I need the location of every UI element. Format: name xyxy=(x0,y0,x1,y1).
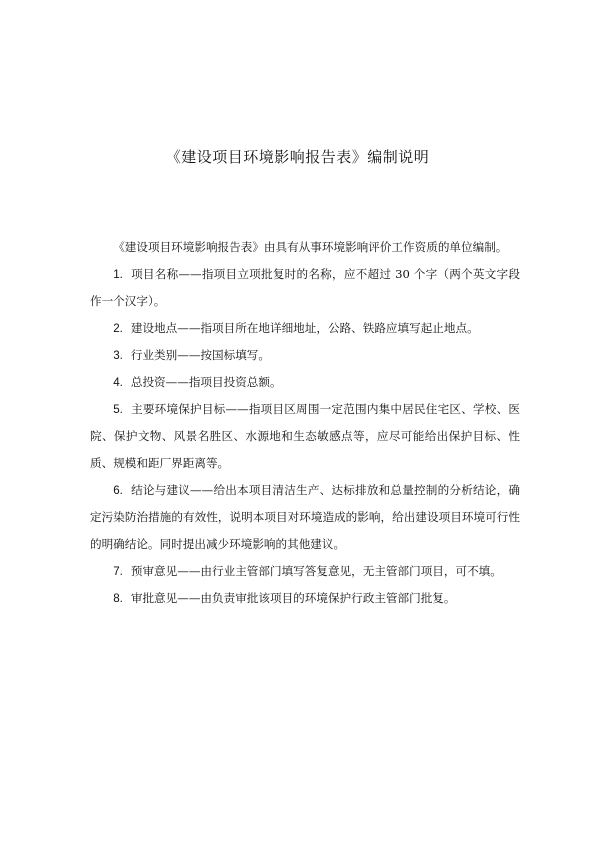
list-item-5 xyxy=(90,396,520,477)
item-number: 7. xyxy=(113,565,123,578)
document-body xyxy=(90,234,520,612)
item-number: 2. xyxy=(113,322,123,335)
item-text: 行业类别——按国标填写。 xyxy=(130,348,270,362)
item-number: 5. xyxy=(113,403,123,416)
list-item-1 xyxy=(90,261,520,315)
intro-paragraph: 《建设项目环境影响报告表》由具有从事环境影响评价工作资质的单位编制。 xyxy=(113,240,508,254)
item-text: 总投资——指项目投资总额。 xyxy=(130,375,282,389)
item-number: 4. xyxy=(113,376,123,389)
list-item-7 xyxy=(90,558,520,585)
item-text: 审批意见——由负责审批该项目的环境保护行政主管部门批复。 xyxy=(130,591,456,605)
list-item-6 xyxy=(90,477,520,558)
item-text: 建设地点——指项目所在地详细地址，公路、铁路应填写起止地点。 xyxy=(130,321,479,335)
document-title: 《建设项目环境影响报告表》编制说明 xyxy=(165,148,430,166)
item-number: 3. xyxy=(113,349,123,362)
list-item-3 xyxy=(90,342,520,369)
item-text: 结论与建议——给出本项目清洁生产、达标排放和总量控制的分析结论，确定污染防治措施的有效性，说明本项目对环境造成的影响，给出建设项目环境可行性的明确结论。同时提出减少环境影响的其他建议。 xyxy=(90,483,520,551)
item-number: 1. xyxy=(113,268,123,281)
item-number: 6. xyxy=(113,484,123,497)
list-item-2 xyxy=(90,315,520,342)
item-text: 主要环境保护目标——指项目区周围一定范围内集中居民住宅区、学校、医院、保护文物、风景名胜区、水源地和生态敏感点等，应尽可能给出保护目标、性质、规模和距厂界距离等。 xyxy=(90,402,520,470)
list-item-4 xyxy=(90,369,520,396)
item-number: 8. xyxy=(113,592,123,605)
list-item-8 xyxy=(90,585,520,612)
item-text: 项目名称——指项目立项批复时的名称，应不超过 30 个字（两个英文字段作一个汉字）。 xyxy=(90,267,520,308)
item-text: 预审意见——由行业主管部门填写答复意见，无主管部门项目，可不填。 xyxy=(130,564,502,578)
